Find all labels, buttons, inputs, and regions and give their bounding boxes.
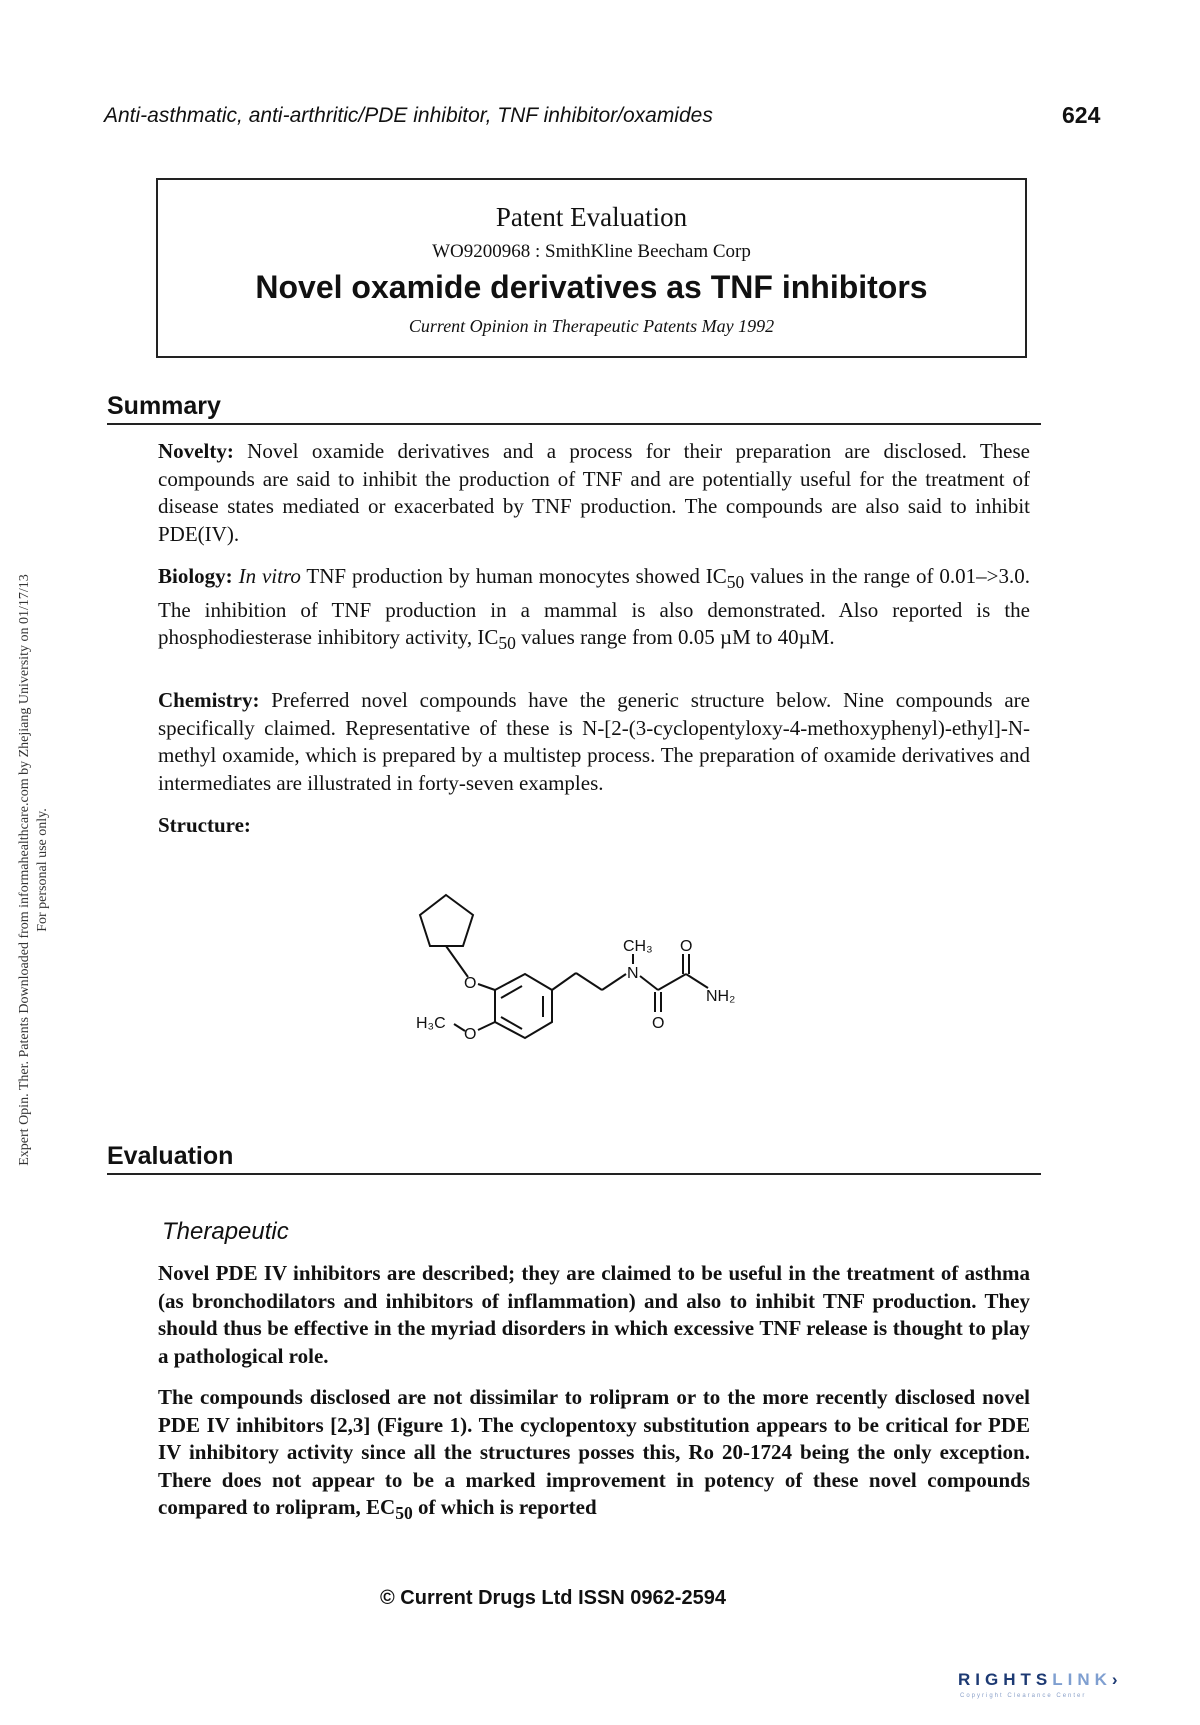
rightslink-rights: RIGHTS bbox=[958, 1670, 1053, 1689]
chemical-structure bbox=[400, 880, 760, 1080]
atom-nh2: NH₂ bbox=[706, 988, 736, 1005]
bond-chain-2 bbox=[576, 973, 602, 990]
bond-c-nh2 bbox=[686, 974, 708, 988]
footer-copyright: © Current Drugs Ltd ISSN 0962-2594 bbox=[380, 1587, 726, 1609]
side-note-line-2: For personal use only. bbox=[35, 808, 50, 932]
rightslink-subtitle: Copyright Clearance Center bbox=[960, 1693, 1087, 1699]
therapeutic-p2-sub: 50 bbox=[395, 1503, 413, 1524]
journal-line: Current Opinion in Therapeutic Patents May 1992 bbox=[408, 316, 775, 336]
bond-n-carbonyl bbox=[640, 976, 658, 990]
atom-h3c: H₃C bbox=[416, 1015, 446, 1032]
title-box bbox=[156, 178, 1027, 358]
page-number: 624 bbox=[1062, 102, 1101, 128]
biology-sub-2: 50 bbox=[498, 633, 516, 654]
atom-ch3: CH₃ bbox=[623, 938, 653, 955]
summary-heading: Summary bbox=[107, 392, 1041, 425]
box-patent-number: WO9200968 : SmithKline Beecham Corp bbox=[432, 241, 751, 262]
chemistry-paragraph bbox=[158, 687, 1030, 797]
chemistry-text: Preferred novel compounds have the generic structure below. Nine compounds are specifically claimed. Representative of these is N-[2-(3-cyclopentyloxy-4-methoxyphenyl)-ethyl]-N-methyl oxamide, which is prepared by a multistep process. The preparation of oxamide derivatives and intermediates are illustrated in forty-seven examples. bbox=[158, 688, 1030, 795]
biology-text-3: values range from 0.05 µM to 40µM. bbox=[515, 625, 835, 650]
biology-text-1: TNF production by human monocytes showed IC bbox=[300, 564, 727, 588]
therapeutic-paragraph-2 bbox=[158, 1384, 1030, 1528]
atom-o-top: O bbox=[680, 938, 693, 955]
side-note bbox=[16, 510, 52, 1230]
novelty-paragraph bbox=[158, 438, 1030, 548]
structure-label: Structure: bbox=[158, 813, 251, 837]
therapeutic-heading: Therapeutic bbox=[162, 1218, 289, 1245]
atom-n: N bbox=[627, 965, 639, 982]
therapeutic-paragraph-1: Novel PDE IV inhibitors are described; they are claimed to be useful in the treatment of asthma (as bronchodilators and inhibitors of inflammation) and also to inhibit TNF production. They should thus be effective in the myriad disorders in which excessive TNF release is thought to play a pathological role. bbox=[158, 1261, 1030, 1368]
therapeutic-p2-tail: of which is reported bbox=[412, 1495, 597, 1519]
novelty-label: Novelty: bbox=[158, 439, 234, 463]
atom-o-bottom: O bbox=[652, 1015, 665, 1032]
bond-benzene-methoxy bbox=[478, 1022, 495, 1030]
structure-label-paragraph bbox=[158, 812, 1030, 840]
running-title: Anti-asthmatic, anti-arthritic/PDE inhibitor, TNF inhibitor/oxamides bbox=[104, 104, 713, 127]
side-note-line-1: Expert Opin. Ther. Patents Downloaded from informahealthcare.com by Zhejiang University on 01/17/13 bbox=[17, 574, 32, 1166]
bond-chain-3 bbox=[602, 974, 626, 990]
chemistry-label: Chemistry: bbox=[158, 688, 260, 712]
biology-text-2: values in the range of 0.01–>3.0. The inhibition of TNF production in a mammal is also demonstrated. Also reported is the phosphodiesterase inhibitory activity, IC bbox=[158, 564, 1030, 650]
atom-o-ether: O bbox=[464, 975, 477, 992]
rightslink-link: LINK bbox=[1052, 1670, 1112, 1689]
bond-c-c bbox=[658, 974, 686, 990]
novelty-text: Novel oxamide derivatives and a process for their preparation are disclosed. These compounds are said to inhibit the production of TNF and are potentially useful for the treatment of disease states mediated or exacerbated by TNF production. The compounds are also said to inhibit PDE(IV). bbox=[158, 439, 1030, 546]
atom-o-methoxy: O bbox=[464, 1026, 477, 1043]
biology-in-vitro: In vitro bbox=[238, 564, 301, 588]
biology-sub-1: 50 bbox=[726, 572, 745, 593]
box-heading: Patent Evaluation bbox=[495, 202, 688, 232]
evaluation-heading: Evaluation bbox=[107, 1142, 1041, 1175]
bond-oxygen-benzene bbox=[478, 984, 495, 990]
bond-chain-1 bbox=[552, 973, 576, 990]
rightslink-chevron-icon: › bbox=[1111, 1670, 1123, 1689]
bond-ring-oxygen bbox=[446, 946, 468, 977]
article-title: Novel oxamide derivatives as TNF inhibitors bbox=[255, 269, 928, 305]
rightslink-logo[interactable] bbox=[958, 1670, 1123, 1690]
therapeutic-p2-text: The compounds disclosed are not dissimilar to rolipram or to the more recently disclosed novel PDE IV inhibitors [2,3] (Figure 1). The cyclopentoxy substitution appears to be critical for PDE IV inhibitory activity since all the structures posses this, Ro 20-1724 being the only exception. There does not appear to be a marked improvement in potency of these novel compounds compared to rolipram, EC bbox=[158, 1385, 1030, 1519]
cyclopentane-ring bbox=[420, 895, 473, 946]
structure-bonds bbox=[420, 895, 708, 1038]
biology-paragraph bbox=[158, 563, 1030, 658]
biology-label: Biology: bbox=[158, 564, 233, 588]
aromatic-double-bond-2 bbox=[501, 986, 522, 998]
